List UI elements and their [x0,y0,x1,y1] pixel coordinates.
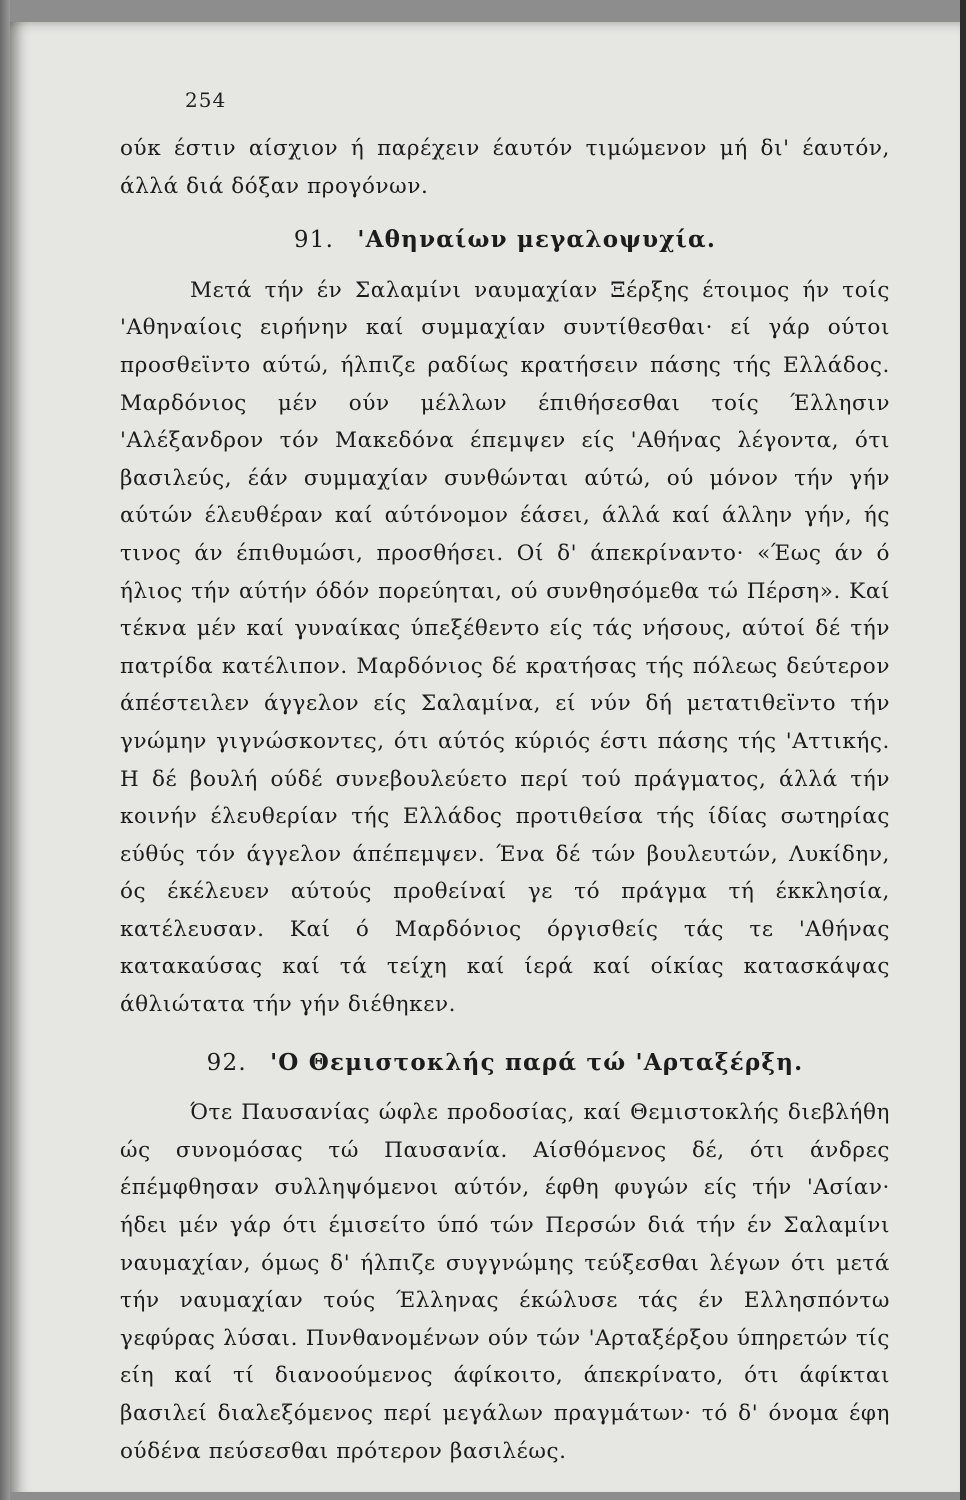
page-number: 254 [185,88,227,112]
section-92-number: 92. [206,1049,247,1076]
section-92-text: Ότε Παυσανίας ώφλε προδοσίας, καί Θεμιστοκλής διεβλήθη ώς συνομόσας τώ Παυσανία. Αίσθόμενος δέ, ότι άνδρες έπέμφθησαν συλληψόμενοι αύτόν, έφθη φυγών είς τήν 'Ασίαν· ήδει μέν γάρ ότι έμισείτο ύπό τών Περσών διά τήν έν Σαλαμίνι ναυμαχίαν, όμως δ' ήλπιζε συγγνώμης τεύξεσθαι λέγων ότι μετά τήν ναυμαχίαν τούς Έλληνας έκώλυσε τάς έν Ελλησπόντω γεφύρας λύσαι. Πυνθανομένων ούν τών 'Αρταξέρξου ύπηρετών τίς είη καί τί διανοούμενος άφίκοιτο, άπεκρίνατο, ότι άφίκται βασιλεί διαλεξόμενος περί μεγάλων πραγμάτων· τό δ' όνομα έφη ούδένα πεύσεσθαι πρότερον βασιλέως. [120,1100,890,1464]
page-right-shadow [960,0,966,1500]
section-91-text: Μετά τήν έν Σαλαμίνι ναυμαχίαν Ξέρξης έτοιμος ήν τοίς 'Αθηναίοις ειρήνην καί συμμαχίαν συντίθεσθαι· εί γάρ ούτοι προσθεϊντο αύτώ, ήλπιζε ραδίως κρατήσειν πάσης τής Ελλάδος. Μαρδόνιος μέν ούν μέλλων έπιθήσεσθαι τοίς Έλλησιν 'Αλέξανδρον τόν Μακεδόνα έπεμψεν είς 'Αθήνας λέγοντα, ότι βασιλεύς, έάν συμμαχίαν συνθώνται αύτώ, ού μόνον τήν γήν αύτών έλευθέραν καί αύτόνομον έάσει, άλλά καί άλλην γήν, ής τινος άν έπιθυμώσι, προσθήσει. Οί δ' άπεκρίναντο· «Έως άν ό ήλιος τήν αύτήν όδόν πορεύηται, ού συνθησόμεθα τώ Πέρση». Καί τέκνα μέν καί γυναίκας ύπεξέθεντο είς τάς νήσους, αύτοί δέ τήν πατρίδα κατέλιπον. Μαρδόνιος δέ κρατήσας τής πόλεως δεύτερον άπέστειλεν άγγελον είς Σαλαμίνα, εί νύν δή μετατιθεϊντο τήν γνώμην γιγνώσκοντες, ότι αύτός κύριός έστι πάσης τής 'Αττικής. Η δέ βουλή ούδέ συνεβουλεύετο περί τού πράγματος, άλλά τήν κοινήν έλευθερίαν τής Ελλάδος προτιθείσα τής ίδίας σωτηρίας εύθύς τόν άγγελον άπέπεμψεν. Ένα δέ τών βουλευτών, Λυκίδην, ός έκέλευεν αύτούς προθείναί γε τό πράγμα τή έκκλησία, κατέλευσαν. Καί ό Μαρδόνιος όργισθείς τάς τε 'Αθήνας κατακαύσας καί τά τείχη καί ίερά καί οίκίας κατασκάψας άθλιώτατα τήν γήν διέθηκεν. [120,277,890,1018]
section-91-number: 91. [293,227,335,254]
intro-paragraph: ούκ έστιν αίσχιον ή παρέχειν έαυτόν τιμώμενον μή δι' έαυτόν, άλλά διά δόξαν προγόνων. [120,136,890,199]
section-92-heading [120,1044,890,1083]
section-91-title: 'Αθηναίων μεγαλοψυχία. [357,226,717,254]
book-binding-edge [0,0,10,1500]
section-92-title: 'Ο Θεμιστοκλής παρά τώ 'Αρταξέρξη. [270,1048,804,1076]
section-91-heading [120,221,890,260]
page-content [120,70,890,1470]
